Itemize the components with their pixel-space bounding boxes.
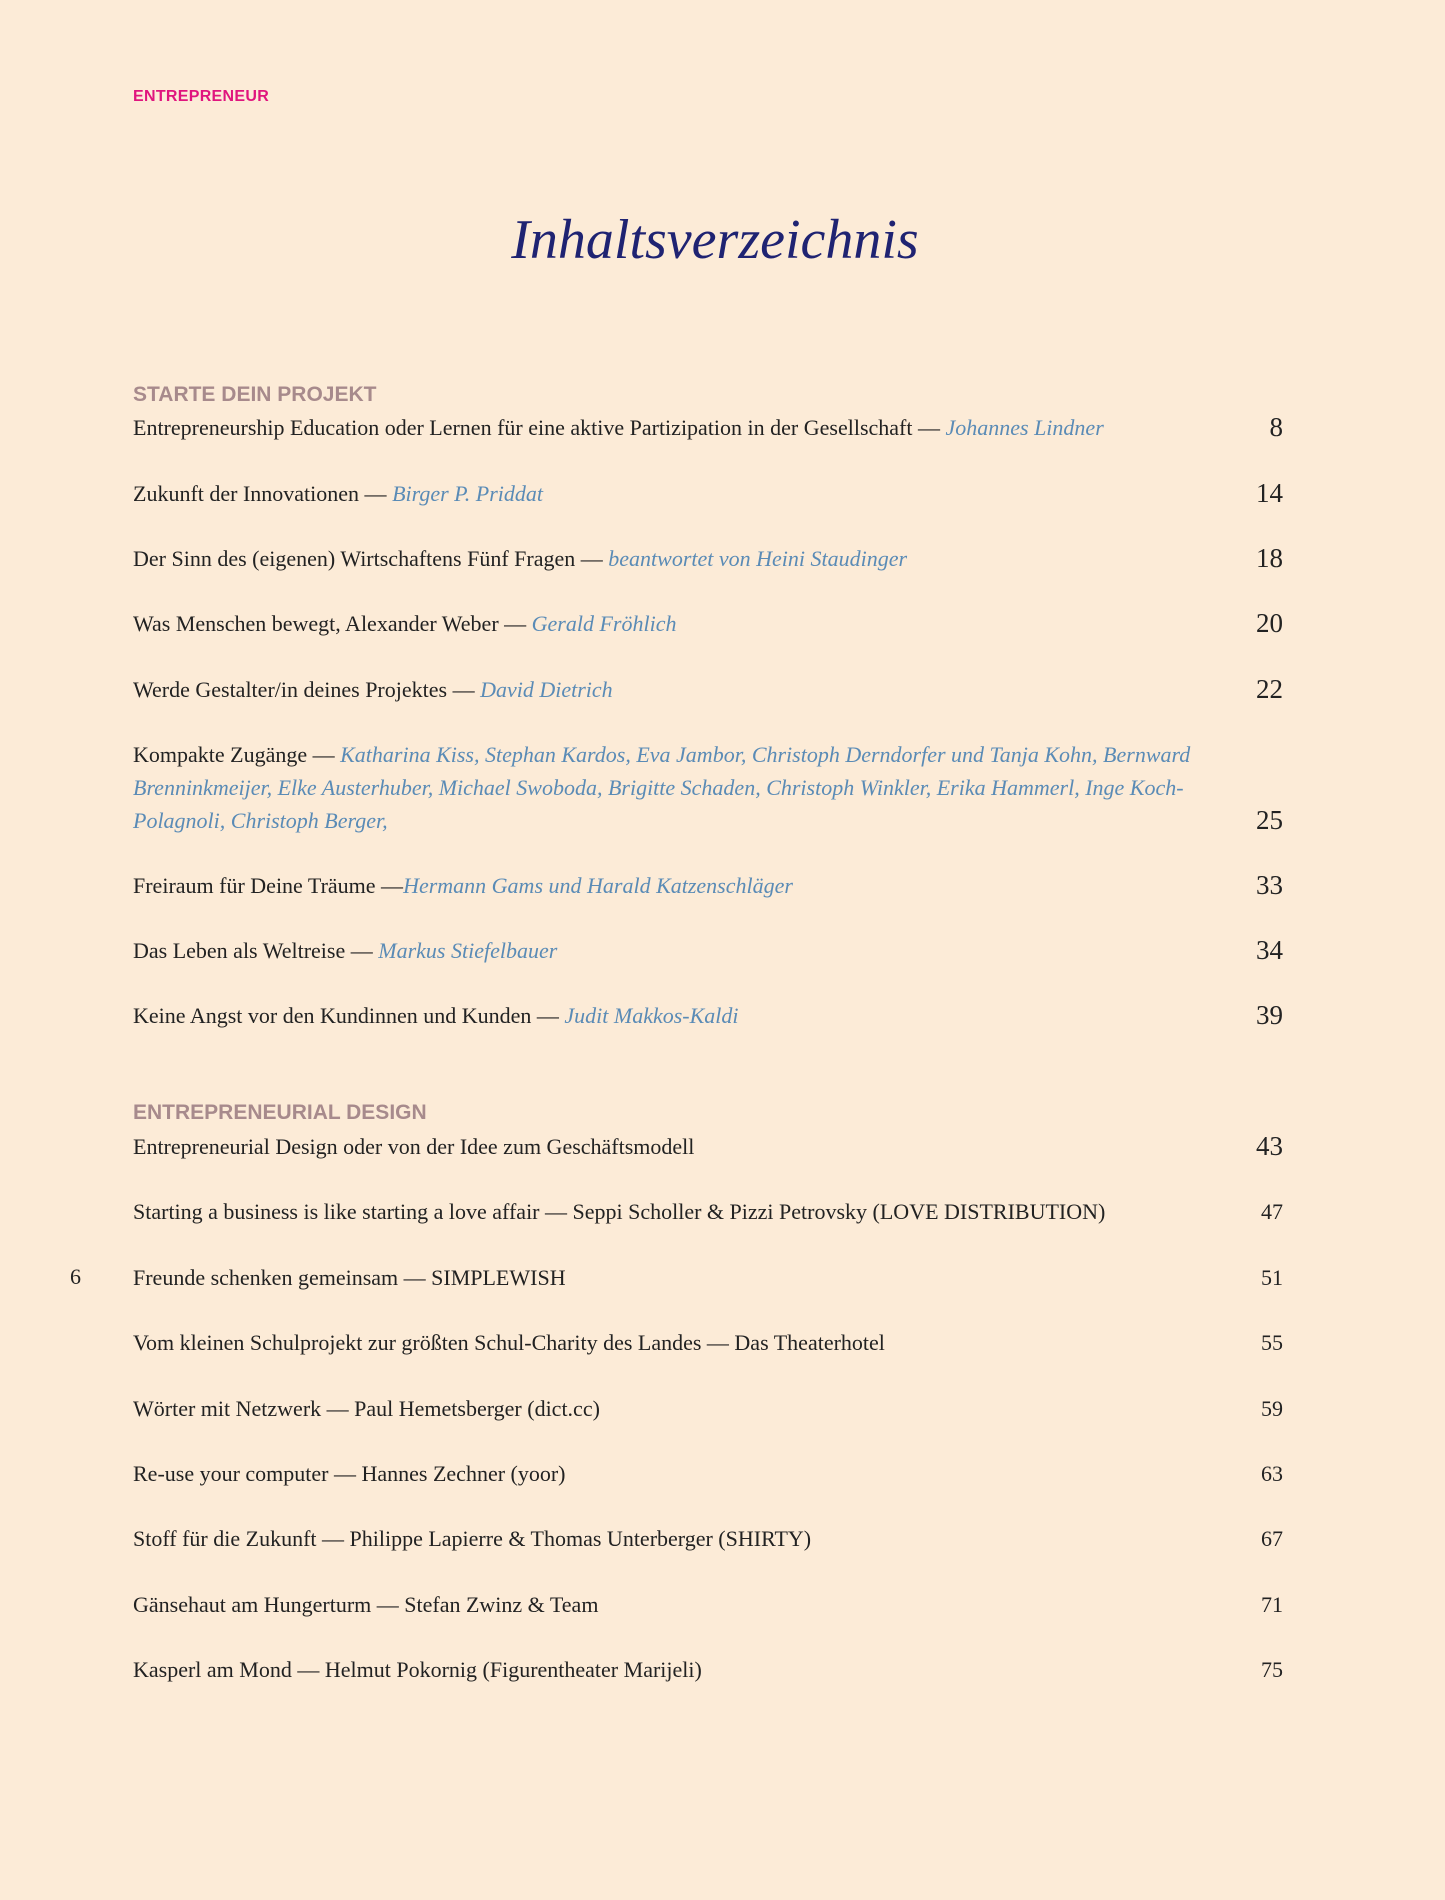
entry-title: Das Leben als Weltreise —: [133, 938, 379, 963]
entry-page: 47: [1261, 1199, 1283, 1224]
toc-entry[interactable]: [133, 1326, 1283, 1359]
entry-author: Katharina Kiss, Stephan Kardos, Eva Jambor, Christoph Derndorfer und Tanja Kohn, Bernward Brenninkmeijer, Elke Austerhuber, Michael Swoboda, Brigitte Schaden, Christoph Winkler, Erika Hammerl, Inge Koch-Polagnoli, Christoph Berger,: [133, 742, 1191, 833]
entry-author: Hermann Gams und Harald Katzenschläger: [403, 873, 793, 898]
entry-title: Kompakte Zugänge —: [133, 742, 341, 767]
entry-title: Stoff für die Zukunft — Philippe Lapierre & Thomas Unterberger (SHIRTY): [133, 1526, 812, 1551]
toc-entry[interactable]: [133, 1457, 1283, 1490]
toc-entry[interactable]: [133, 1195, 1283, 1228]
toc-entry[interactable]: [133, 1522, 1283, 1555]
toc-entry[interactable]: [133, 1261, 1283, 1294]
entry-title: Kasperl am Mond — Helmut Pokornig (Figurentheater Marijeli): [133, 1657, 702, 1682]
entry-author: Gerald Fröhlich: [531, 611, 677, 636]
toc-entry[interactable]: [133, 1588, 1283, 1621]
entry-page: 14: [1256, 478, 1283, 508]
entry-title: Gänsehaut am Hungerturm — Stefan Zwinz & Team: [133, 1592, 599, 1617]
toc-entry[interactable]: [133, 1653, 1283, 1686]
entry-author: beantwortet von Heini Staudinger: [608, 546, 908, 571]
entry-page: 18: [1256, 543, 1283, 573]
entry-page: 43: [1256, 1131, 1283, 1161]
entry-author: Markus Stiefelbauer: [378, 938, 558, 963]
entry-author: David Dietrich: [480, 677, 613, 702]
entry-page: 75: [1261, 1657, 1283, 1682]
toc-entry[interactable]: [133, 1130, 1283, 1163]
entry-title: Re-use your computer — Hannes Zechner (yoor): [133, 1461, 566, 1486]
toc-entry[interactable]: [133, 607, 1283, 640]
toc-entry[interactable]: [133, 738, 1283, 837]
toc-entry[interactable]: [133, 999, 1283, 1032]
entry-title: Freiraum für Deine Träume —: [133, 873, 404, 898]
entry-title: Was Menschen bewegt, Alexander Weber —: [133, 611, 532, 636]
entry-page: 39: [1256, 1000, 1283, 1030]
entry-title: Zukunft der Innovationen —: [133, 481, 393, 506]
page-number: 6: [70, 1264, 81, 1289]
entry-page: 33: [1256, 870, 1283, 900]
toc-entry[interactable]: [133, 673, 1283, 706]
entry-author: Birger P. Priddat: [392, 481, 544, 506]
toc-entry[interactable]: [133, 934, 1283, 967]
entry-author: Johannes Lindner: [945, 415, 1104, 440]
entry-page: 71: [1261, 1592, 1283, 1617]
entry-page: 55: [1261, 1330, 1283, 1355]
toc-entry[interactable]: [133, 869, 1283, 902]
section-heading: STARTE DEIN PROJEKT: [133, 383, 377, 406]
entry-title: Entrepreneurship Education oder Lernen für eine aktive Partizipation in der Gesellschaft —: [133, 415, 946, 440]
entry-title: Starting a business is like starting a love affair — Seppi Scholler & Pizzi Petrovsky (LOVE DISTRIBUTION): [133, 1199, 1106, 1224]
entry-page: 22: [1256, 674, 1283, 704]
entry-author: Judit Makkos-Kaldi: [564, 1003, 739, 1028]
entry-page: 67: [1261, 1526, 1283, 1551]
entry-title: Werde Gestalter/in deines Projektes —: [133, 677, 481, 702]
toc-entry[interactable]: [133, 477, 1283, 510]
entry-title: Der Sinn des (eigenen) Wirtschaftens Fünf Fragen —: [133, 546, 609, 571]
page-title: Inhaltsverzeichnis: [511, 209, 919, 271]
entry-title: Vom kleinen Schulprojekt zur größten Schul-Charity des Landes — Das Theaterhotel: [133, 1330, 885, 1355]
entry-page: 20: [1256, 608, 1283, 638]
entry-title: Wörter mit Netzwerk — Paul Hemetsberger (dict.cc): [133, 1396, 600, 1421]
entry-title: Entrepreneurial Design oder von der Idee zum Geschäftsmodell: [133, 1134, 695, 1159]
entry-title: Freunde schenken gemeinsam — SIMPLEWISH: [133, 1265, 566, 1290]
entry-page: 51: [1261, 1265, 1283, 1290]
section-heading: ENTREPRENEURIAL DESIGN: [133, 1101, 427, 1124]
running-header: ENTREPRENEUR: [133, 88, 270, 105]
toc-entry[interactable]: [133, 542, 1283, 575]
entry-page: 63: [1261, 1461, 1283, 1486]
toc-entry[interactable]: [133, 1392, 1283, 1425]
toc-entry[interactable]: [133, 411, 1283, 444]
entry-title: Keine Angst vor den Kundinnen und Kunden —: [133, 1003, 565, 1028]
entry-page: 25: [1256, 805, 1283, 835]
entry-page: 34: [1256, 935, 1283, 965]
entry-page: 8: [1269, 412, 1283, 442]
entry-page: 59: [1261, 1396, 1283, 1421]
